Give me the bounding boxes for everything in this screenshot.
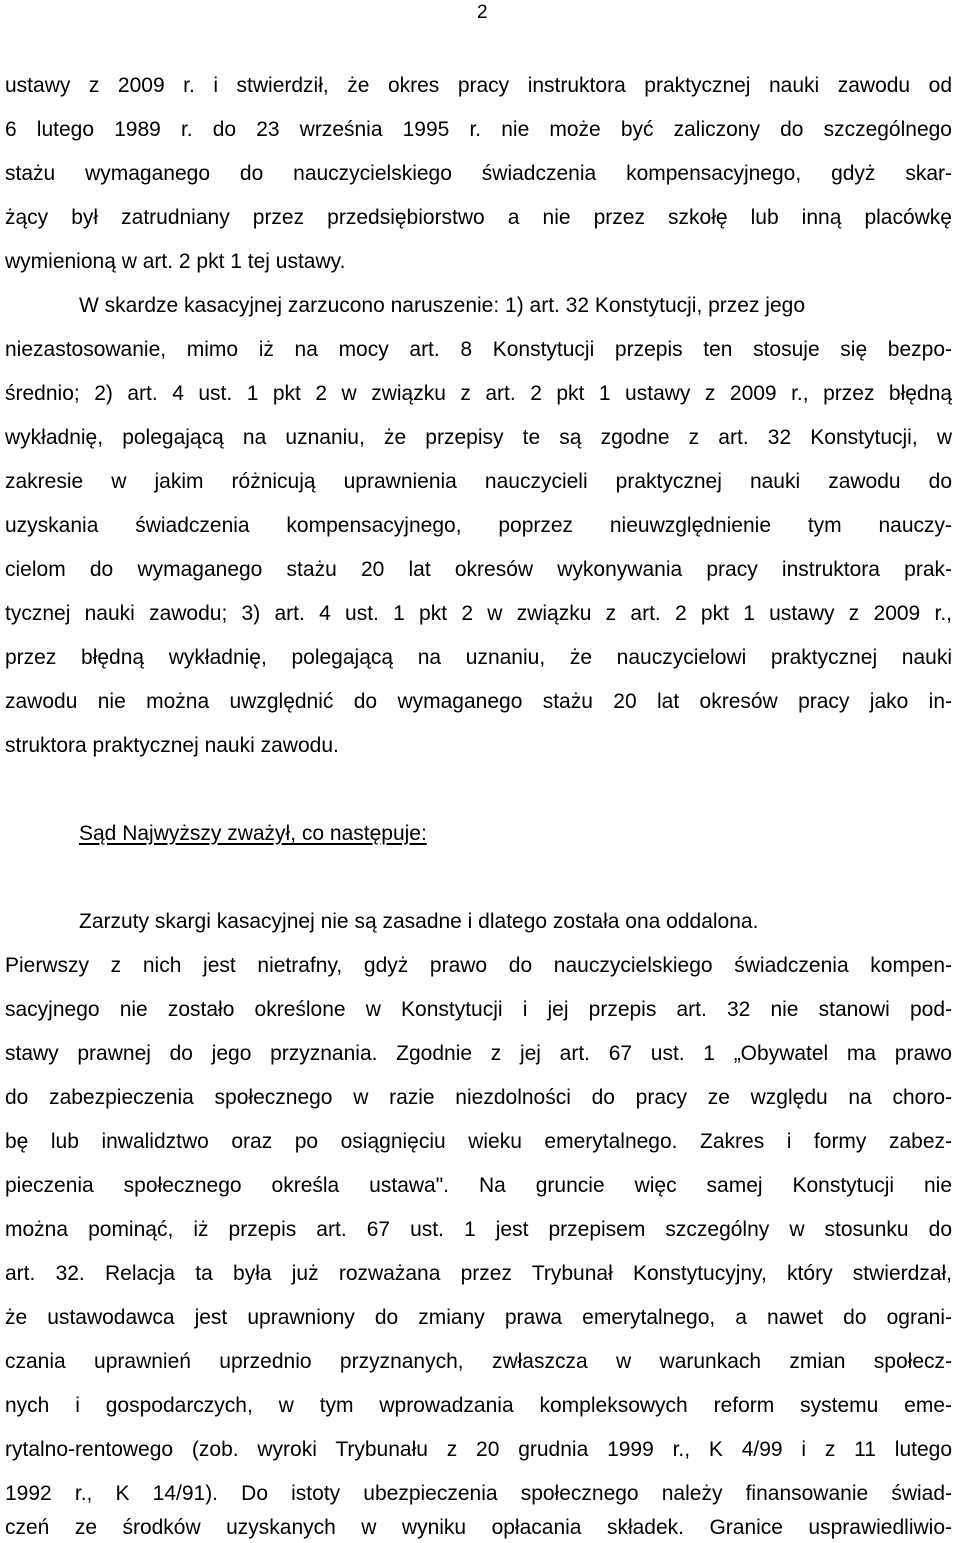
text-line: niezastosowanie, mimo iż na mocy art. 8 Konstytucji przepis ten stosuje się bezpo- bbox=[5, 338, 952, 361]
text-line: pieczenia społecznego określa ustawa". Na gruncie więc samej Konstytucji nie bbox=[5, 1174, 952, 1197]
text-line: cielom do wymaganego stażu 20 lat okresów wykonywania pracy instruktora prak- bbox=[5, 558, 952, 581]
text-line: struktora praktycznej nauki zawodu. bbox=[5, 734, 339, 757]
text-line: czeń ze środków uzyskanych w wyniku opłacania składek. Granice usprawiedliwio- bbox=[5, 1516, 952, 1539]
text-line: zawodu nie można uwzględnić do wymaganego stażu 20 lat okresów pracy jako in- bbox=[5, 690, 952, 713]
text-line: zakresie w jakim różnicują uprawnienia nauczycieli praktycznej nauki zawodu do bbox=[5, 470, 952, 493]
text-line: Pierwszy z nich jest nietrafny, gdyż prawo do nauczycielskiego świadczenia kompen- bbox=[5, 954, 952, 977]
text-line: wymienioną w art. 2 pkt 1 tej ustawy. bbox=[5, 250, 346, 273]
text-line: tycznej nauki zawodu; 3) art. 4 ust. 1 pkt 2 w związku z art. 2 pkt 1 ustawy z 2009 r., bbox=[5, 602, 952, 625]
text-line: średnio; 2) art. 4 ust. 1 pkt 2 w związku z art. 2 pkt 1 ustawy z 2009 r., przez błędną bbox=[5, 382, 952, 405]
section-heading: Sąd Najwyższy zważył, co następuje: bbox=[79, 822, 427, 845]
text-line: można pominąć, iż przepis art. 67 ust. 1 jest przepisem szczególny w stosunku do bbox=[5, 1218, 952, 1241]
text-line: stażu wymaganego do nauczycielskiego świadczenia kompensacyjnego, gdyż skar- bbox=[5, 162, 952, 185]
text-line: nych i gospodarczych, w tym wprowadzania kompleksowych reform systemu eme- bbox=[5, 1394, 952, 1417]
text-line: 6 lutego 1989 r. do 23 września 1995 r. nie może być zaliczony do szczególnego bbox=[5, 118, 952, 141]
text-line: przez błędną wykładnię, polegającą na uznaniu, że nauczycielowi praktycznej nauki bbox=[5, 646, 952, 669]
text-line: wykładnię, polegającą na uznaniu, że przepisy te są zgodne z art. 32 Konstytucji, w bbox=[5, 426, 952, 449]
page-number: 2 bbox=[477, 2, 488, 23]
text-line: żący był zatrudniany przez przedsiębiorstwo a nie przez szkołę lub inną placówkę bbox=[5, 206, 952, 229]
text-line: czania uprawnień uprzednio przyznanych, zwłaszcza w warunkach zmian społecz- bbox=[5, 1350, 952, 1373]
text-line: sacyjnego nie zostało określone w Konstytucji i jej przepis art. 32 nie stanowi pod- bbox=[5, 998, 952, 1021]
text-line: do zabezpieczenia społecznego w razie niezdolności do pracy ze względu na choro- bbox=[5, 1086, 952, 1109]
text-line: ustawy z 2009 r. i stwierdził, że okres pracy instruktora praktycznej nauki zawodu od bbox=[5, 74, 952, 97]
text-line: art. 32. Relacja ta była już rozważana przez Trybunał Konstytucyjny, który stwierdzał, bbox=[5, 1262, 952, 1285]
text-line: 1992 r., K 14/91). Do istoty ubezpieczenia społecznego należy finansowanie świad- bbox=[5, 1482, 952, 1505]
text-line: uzyskania świadczenia kompensacyjnego, poprzez nieuwzględnienie tym nauczy- bbox=[5, 514, 952, 537]
text-line: stawy prawnej do jego przyznania. Zgodnie z jej art. 67 ust. 1 „Obywatel ma prawo bbox=[5, 1042, 952, 1065]
text-line: W skardze kasacyjnej zarzucono naruszenie: 1) art. 32 Konstytucji, przez jego bbox=[79, 294, 806, 317]
text-line: bę lub inwalidztwo oraz po osiągnięciu wieku emerytalnego. Zakres i formy zabez- bbox=[5, 1130, 952, 1153]
text-line: że ustawodawca jest uprawniony do zmiany prawa emerytalnego, a nawet do ograni- bbox=[5, 1306, 952, 1329]
text-line: Zarzuty skargi kasacyjnej nie są zasadne i dlatego została ona oddalona. bbox=[79, 910, 759, 933]
text-line: rytalno-rentowego (zob. wyroki Trybunału z 20 grudnia 1999 r., K 4/99 i z 11 lutego bbox=[5, 1438, 952, 1461]
